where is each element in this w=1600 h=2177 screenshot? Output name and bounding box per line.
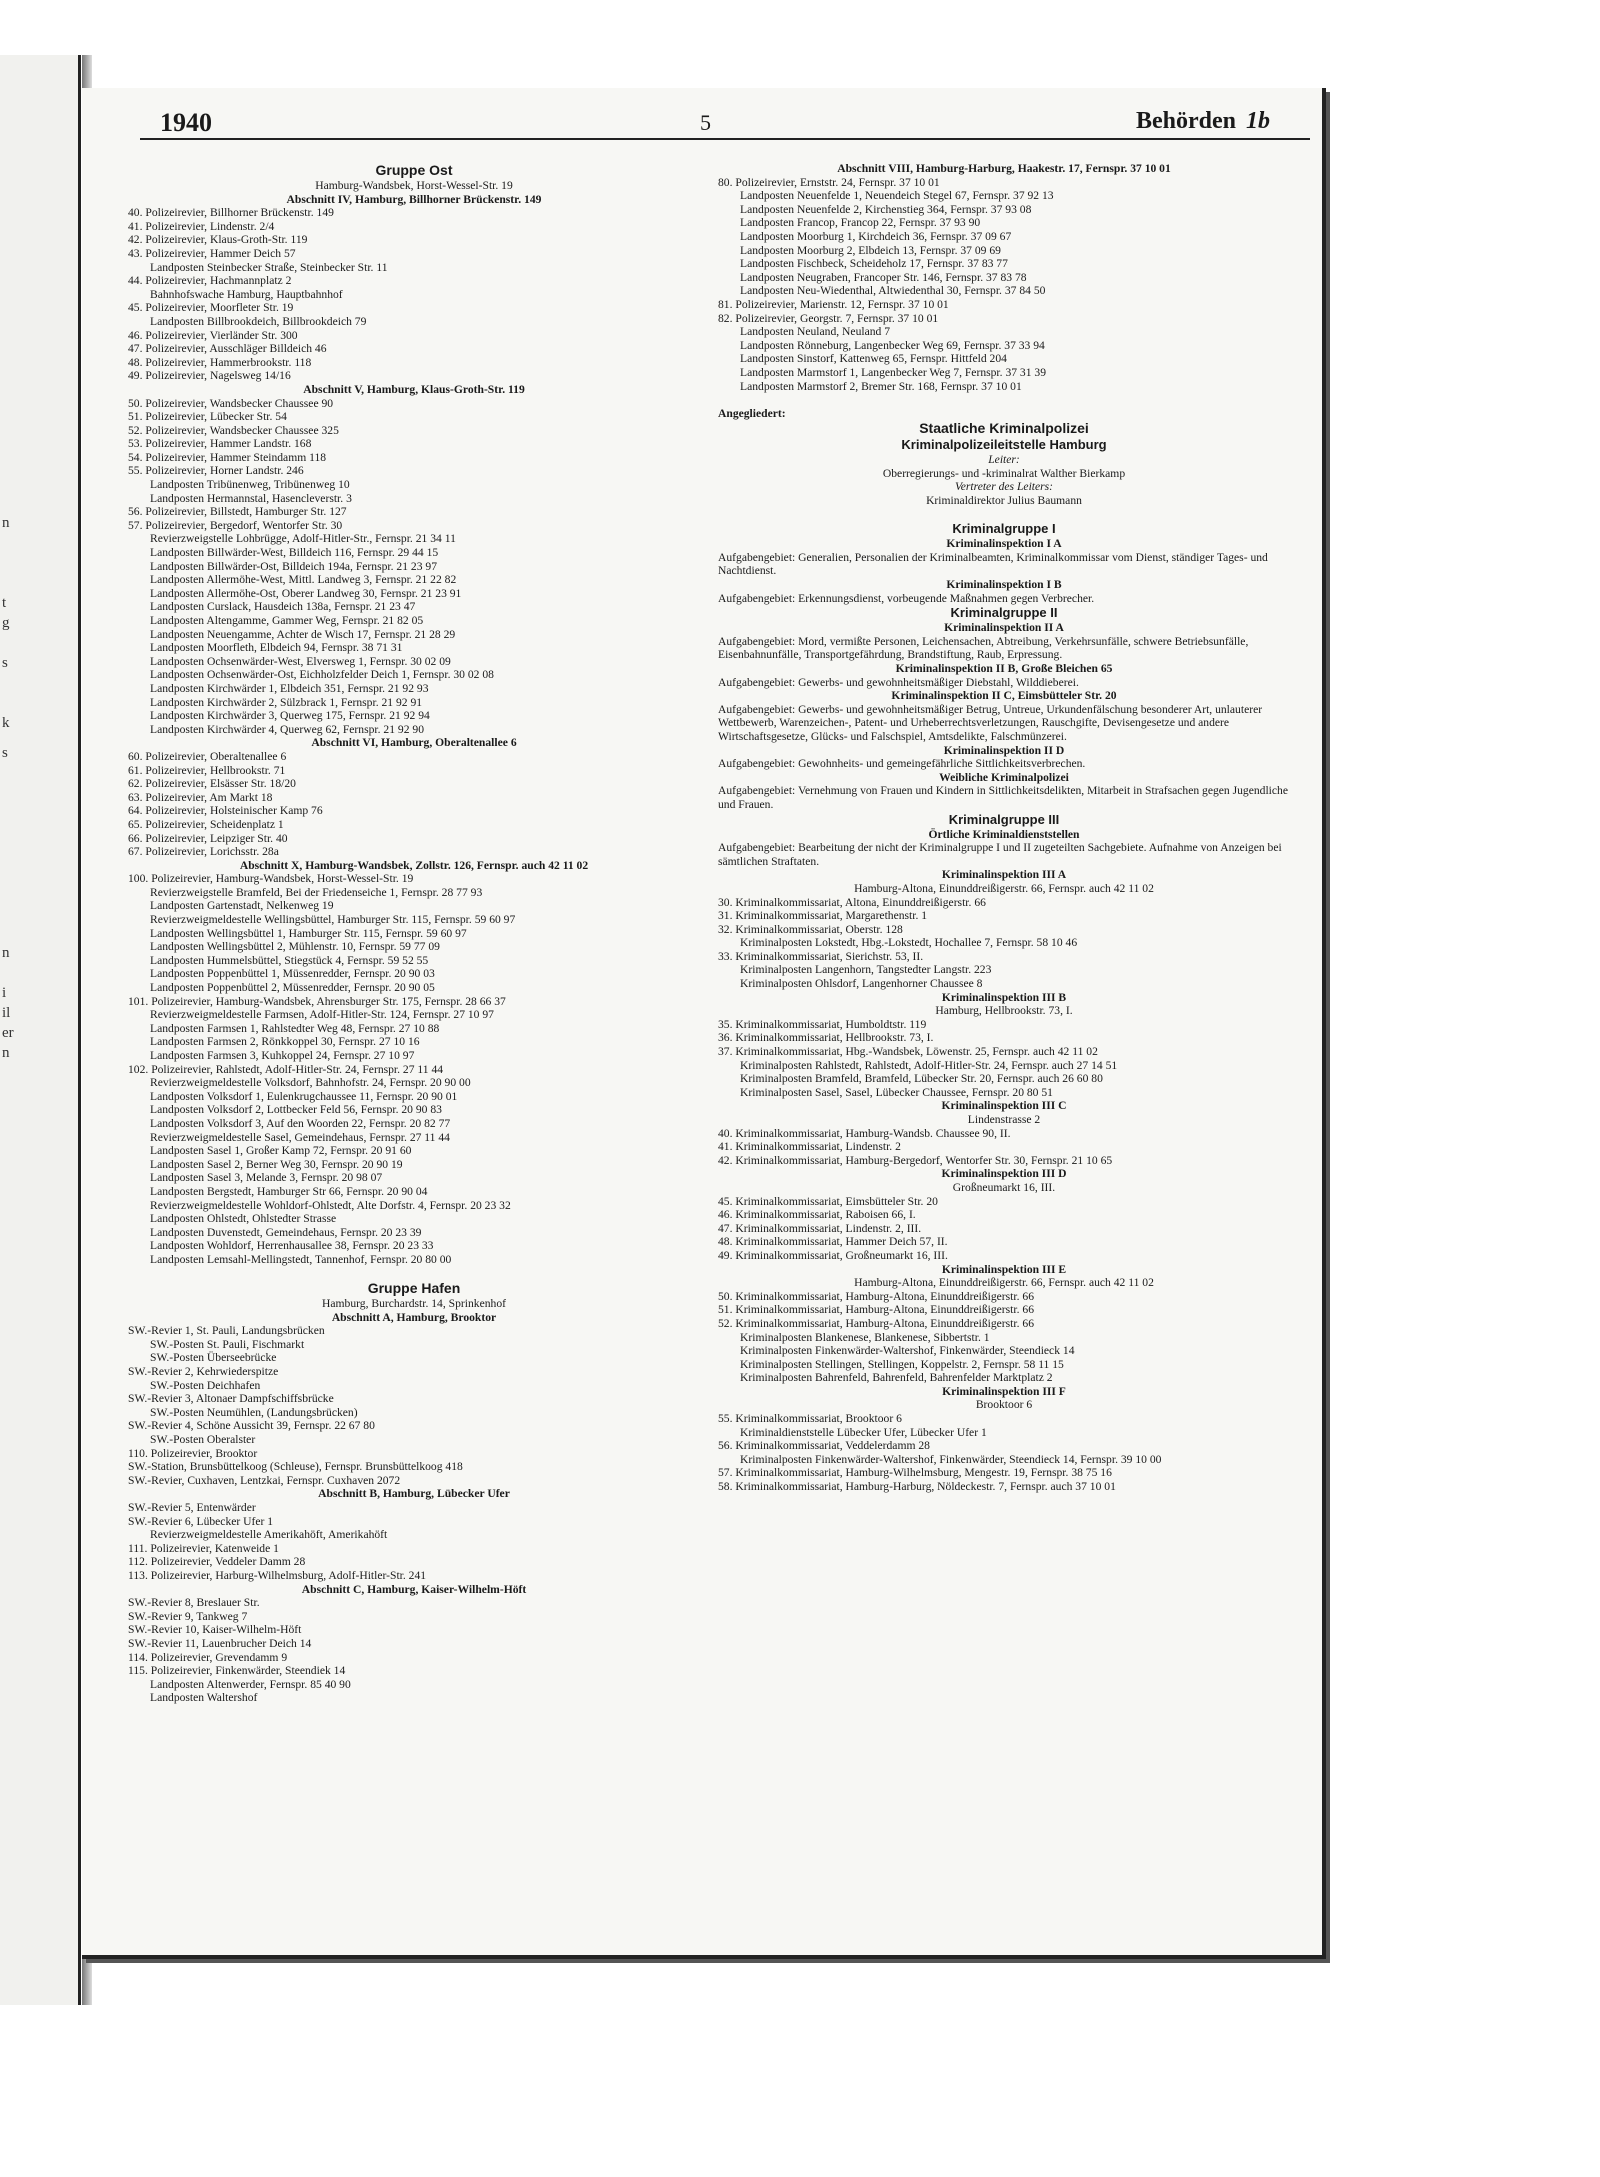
entry-line: 42. Kriminalkommissariat, Hamburg-Bergedorf, Wentorfer Str. 30, Fernspr. 21 10 65 (718, 1153, 1113, 1167)
entry-line: 80. Polizeirevier, Ernststr. 24, Fernspr. 37 10 01 (718, 175, 940, 189)
task-description: Aufgabengebiet: Bearbeitung der nicht der Kriminalgruppe I und II zugeteilten Sachgebiete. Aufnahme von Anzeigen bei sämtlichen Straftaten. (718, 841, 1282, 868)
entry-line: 43. Polizeirevier, Hammer Deich 57 (128, 246, 296, 260)
entry-line: 115. Polizeirevier, Finkenwärder, Steendiek 14 (128, 1664, 346, 1678)
entry-line: SW.-Station, Brunsbüttelkoog (Schleuse), Fernspr. Brunsbüttelkoog 418 (128, 1460, 463, 1474)
sub-entry-line: Landposten Neu-Wiedenthal, Altwiedenthal 30, Fernspr. 37 84 50 (740, 284, 1046, 298)
task-description: Aufgabengebiet: Erkennungsdienst, vorbeugende Maßnahmen gegen Verbrecher. (718, 591, 1095, 605)
entry-line: 114. Polizeirevier, Grevendamm 9 (128, 1650, 288, 1664)
entry-line: 56. Polizeirevier, Billstedt, Hamburger Str. 127 (128, 505, 347, 519)
sub-entry-line: Kriminalposten Stellingen, Stellingen, Koppelstr. 2, Fernspr. 58 11 15 (740, 1357, 1064, 1371)
section-heading: Abschnitt B, Hamburg, Lübecker Ufer (318, 1487, 510, 1501)
sub-entry-line: Kriminaldienststelle Lübecker Ufer, Lübecker Ufer 1 (740, 1425, 987, 1439)
section-heading: Abschnitt A, Hamburg, Brooktor (331, 1310, 497, 1324)
sub-entry-line: Landposten Wohldorf, Herrenhausallee 38, Fernspr. 20 23 33 (150, 1239, 434, 1253)
prev-page-fragment: n (2, 515, 10, 531)
address-line: Hamburg-Altona, Einunddreißigerstr. 66, Fernspr. auch 42 11 02 (854, 1276, 1154, 1290)
entry-line: 45. Polizeirevier, Moorfleter Str. 19 (128, 301, 294, 315)
sub-entry-line: Kriminalposten Ohlsdorf, Langenhorner Chaussee 8 (740, 977, 983, 991)
sub-entry-line: Landposten Bergstedt, Hamburger Str 66, Fernspr. 20 90 04 (150, 1184, 428, 1198)
sub-entry-line: Landposten Poppenbüttel 2, Müssenredder, Fernspr. 20 90 05 (150, 981, 435, 995)
sub-entry-line: Revierzweigmeldestelle Farmsen, Adolf-Hitler-Str. 124, Fernspr. 27 10 97 (150, 1008, 494, 1022)
left-column (128, 162, 700, 1705)
sub-entry-line: Revierzweigstelle Bramfeld, Bei der Friedenseiche 1, Fernspr. 28 77 93 (150, 885, 483, 899)
entry-line: SW.-Revier 8, Breslauer Str. (128, 1596, 260, 1610)
sub-entry-line: Landposten Wellingsbüttel 2, Mühlenstr. 10, Fernspr. 59 77 09 (150, 940, 440, 954)
address-line: Oberregierungs- und -kriminalrat Walther Bierkamp (882, 466, 1126, 480)
sub-entry-line: Bahnhofswache Hamburg, Hauptbahnhof (150, 287, 343, 301)
label-angegliedert: Angegliedert: (718, 406, 786, 420)
section-heading: Kriminalinspektion II D (943, 743, 1065, 757)
sub-entry-line: Landposten Farmsen 1, Rahlstedter Weg 48, Fernspr. 27 10 88 (150, 1021, 440, 1035)
task-description: Aufgabengebiet: Mord, vermißte Personen, Leichensachen, Abtreibung, Verkehrsunfälle, schwere Betriebsunfälle, Eisenbahnunfälle, Transportgefährdung, Brandstiftung, Raub, Erpressung. (718, 634, 1249, 662)
header-section-suffix: 1b (1246, 108, 1270, 134)
header-section-title: Behörden (1135, 108, 1236, 134)
sub-entry-line: Landposten Marmstorf 2, Bremer Str. 168, Fernspr. 37 10 01 (740, 379, 1022, 393)
entry-line: SW.-Revier 5, Entenwärder (128, 1501, 256, 1514)
sub-entry-line: Landposten Volksdorf 3, Auf den Woorden 22, Fernspr. 20 82 77 (150, 1116, 451, 1130)
sub-entry-line: Landposten Moorburg 1, Kirchdeich 36, Fernspr. 37 09 67 (740, 229, 1012, 243)
sub-entry-line: SW.-Posten Überseebrücke (150, 1351, 277, 1365)
sub-entry-line: Landposten Billwärder-West, Billdeich 116, Fernspr. 29 44 15 (150, 546, 439, 560)
entry-line: 48. Polizeirevier, Hammerbrookstr. 118 (128, 355, 312, 369)
sub-entry-line: SW.-Posten Neumühlen, (Landungsbrücken) (150, 1405, 358, 1419)
section-heading: Weibliche Kriminalpolizei (939, 770, 1069, 784)
entry-line: 65. Polizeirevier, Scheidenplatz 1 (128, 817, 284, 831)
entry-line: 56. Kriminalkommissariat, Veddelerdamm 28 (718, 1439, 930, 1453)
task-description: Aufgabengebiet: Vernehmung von Frauen und Kindern in Sittlichkeitsdelikten, Mitarbeit in Strafsachen gegen Jugendliche und Frauen. (718, 784, 1288, 811)
entry-line: 112. Polizeirevier, Veddeler Damm 28 (128, 1555, 306, 1569)
sub-entry-line: Landposten Neuengamme, Achter de Wisch 17, Fernspr. 21 28 29 (150, 627, 456, 641)
entry-line: 44. Polizeirevier, Hachmannplatz 2 (128, 274, 292, 288)
entry-line: SW.-Revier 9, Tankweg 7 (128, 1609, 248, 1623)
entry-line: 51. Polizeirevier, Lübecker Str. 54 (128, 410, 287, 424)
address-line (718, 508, 1290, 522)
entry-line: 46. Polizeirevier, Vierländer Str. 300 (128, 328, 298, 342)
entry-line: 64. Polizeirevier, Holsteinischer Kamp 76 (128, 804, 323, 818)
section-heading: Örtliche Kriminaldienststellen (928, 827, 1080, 841)
sub-entry-line: Landposten Sasel 3, Melande 3, Fernspr. 20 98 07 (150, 1171, 383, 1185)
address-line: Hamburg-Wandsbek, Horst-Wessel-Str. 19 (315, 179, 513, 192)
sub-entry-line: Revierzweigmeldestelle Amerikahöft, Amerikahöft (150, 1528, 388, 1542)
previous-page-edge (0, 55, 81, 2005)
section-heading: Abschnitt VIII, Hamburg-Harburg, Haakestr. 17, Fernspr. 37 10 01 (837, 162, 1171, 175)
entry-line: SW.-Revier 10, Kaiser-Wilhelm-Höft (128, 1623, 302, 1637)
entry-line: 36. Kriminalkommissariat, Hellbrookstr. 73, I. (718, 1031, 934, 1045)
entry-line: 101. Polizeirevier, Hamburg-Wandsbek, Ahrensburger Str. 175, Fernspr. 28 66 37 (128, 994, 506, 1008)
entry-line: 110. Polizeirevier, Brooktor (128, 1446, 258, 1460)
entry-line: 63. Polizeirevier, Am Markt 18 (128, 790, 273, 804)
entry-line: 58. Kriminalkommissariat, Hamburg-Harburg, Nöldeckestr. 7, Fernspr. auch 37 10 01 (718, 1480, 1116, 1494)
entry-line: 32. Kriminalkommissariat, Oberstr. 128 (718, 922, 903, 936)
entry-line: 52. Polizeirevier, Wandsbecker Chaussee 325 (128, 423, 339, 437)
sub-entry-line: Kriminalposten Finkenwärder-Waltershof, Finkenwärder, Steendieck 14 (740, 1344, 1075, 1358)
sub-entry-line: Landposten Billbrookdeich, Billbrookdeich 79 (150, 314, 367, 328)
entry-line: 46. Kriminalkommissariat, Raboisen 66, I. (718, 1208, 916, 1222)
sub-entry-line: Landposten Allermöhe-West, Mittl. Landweg 3, Fernspr. 21 22 82 (150, 573, 457, 587)
task-description: Aufgabengebiet: Gewerbs- und gewohnheitsmäßiger Diebstahl, Wilddieberei. (718, 675, 1079, 689)
sub-entry-line: Kriminalposten Rahlstedt, Rahlstedt, Adolf-Hitler-Str. 24, Fernspr. auch 27 14 51 (740, 1058, 1118, 1072)
address-line: Hamburg-Altona, Einunddreißigerstr. 66, Fernspr. auch 42 11 02 (854, 881, 1154, 895)
entry-line: 30. Kriminalkommissariat, Altona, Einunddreißigerstr. 66 (718, 895, 986, 909)
section-heading: Kriminalinspektion III C (941, 1099, 1067, 1113)
sub-entry-line: Kriminalposten Bahrenfeld, Bahrenfeld, Bahrenfelder Marktplatz 2 (740, 1371, 1053, 1385)
entry-line: 37. Kriminalkommissariat, Hbg.-Wandsbek, Löwenstr. 25, Fernspr. auch 42 11 02 (718, 1045, 1098, 1059)
entry-line: 57. Polizeirevier, Bergedorf, Wentorfer Str. 30 (128, 518, 343, 532)
entry-line: 81. Polizeirevier, Marienstr. 12, Fernspr. 37 10 01 (718, 297, 949, 311)
task-description: Aufgabengebiet: Gewerbs- und gewohnheitsmäßiger Betrug, Untreue, Urkundenfälschung besonderer Art, unlauterer Wettbewerb, Warenzeichen-, Patent- und Urheberrechtsverletzungen, Rauschgifte, Devisengesetze und andere Wirtschaftsgesetze, Glücks- und Falschspiel, Amtsdelikte, Falschmünzerei. (718, 702, 1263, 743)
sub-entry-line: Kriminalposten Lokstedt, Hbg.-Lokstedt, Hochallee 7, Fernspr. 58 10 46 (740, 936, 1078, 950)
sub-entry-line: Landposten Neugraben, Francoper Str. 146, Fernspr. 37 83 78 (740, 270, 1027, 284)
sub-entry-line: Landposten Neuenfelde 2, Kirchenstieg 364, Fernspr. 37 93 08 (740, 202, 1032, 216)
section-heading: Kriminalinspektion III E (941, 1262, 1067, 1276)
sub-entry-line: Landposten Farmsen 2, Rönkkoppel 30, Fernspr. 27 10 16 (150, 1035, 420, 1049)
sub-entry-line: Landposten Altengamme, Gammer Weg, Fernspr. 21 82 05 (150, 614, 424, 627)
sub-entry-line: Landposten Steinbecker Straße, Steinbecker Str. 11 (150, 260, 388, 274)
sub-entry-line: Landposten Altenwerder, Fernspr. 85 40 90 (150, 1677, 351, 1691)
address-line: Lindenstrasse 2 (967, 1113, 1041, 1126)
prev-page-fragment: n (2, 945, 10, 961)
entry-line: 55. Kriminalkommissariat, Brooktoor 6 (718, 1412, 902, 1426)
sub-entry-line: Landposten Ochsenwärder-West, Elversweg 1, Fernspr. 30 02 09 (150, 654, 451, 668)
entry-line: 111. Polizeirevier, Katenweide 1 (128, 1541, 279, 1555)
prev-page-fragment: g (2, 615, 10, 631)
entry-line: 67. Polizeirevier, Lorichsstr. 28a (128, 845, 279, 859)
entry-line: 113. Polizeirevier, Harburg-Wilhelmsburg, Adolf-Hitler-Str. 241 (128, 1568, 427, 1582)
group-heading: Gruppe Ost (375, 162, 453, 178)
section-heading: Abschnitt C, Hamburg, Kaiser-Wilhelm-Höft (301, 1582, 527, 1596)
section-heading: Kriminalinspektion III D (941, 1167, 1067, 1181)
address-line: Hamburg, Burchardstr. 14, Sprinkenhof (322, 1297, 506, 1311)
sub-entry-line: SW.-Posten St. Pauli, Fischmarkt (150, 1337, 305, 1351)
section-heading: Abschnitt VI, Hamburg, Oberaltenallee 6 (311, 736, 517, 750)
header-section (1136, 108, 1270, 135)
prev-page-fragment: s (2, 745, 8, 761)
sub-entry-line: Revierzweigmeldestelle Volksdorf, Bahnhofstr. 24, Fernspr. 20 90 00 (150, 1076, 471, 1090)
entry-line: 57. Kriminalkommissariat, Hamburg-Wilhelmsburg, Mengestr. 19, Fernspr. 38 75 16 (718, 1466, 1112, 1480)
entry-line: 82. Polizeirevier, Georgstr. 7, Fernspr. 37 10 01 (718, 311, 939, 325)
sub-entry-line: Landposten Sinstorf, Kattenweg 65, Fernspr. Hittfeld 204 (740, 352, 1007, 366)
entry-line: 35. Kriminalkommissariat, Humboldtstr. 119 (718, 1017, 927, 1031)
section-heading: Kriminalinspektion III F (942, 1384, 1066, 1398)
sub-entry-line: Landposten Hermannstal, Hasencleverstr. 3 (150, 491, 352, 505)
entry-line: 41. Polizeirevier, Lindenstr. 2/4 (128, 219, 275, 233)
sub-entry-line: Landposten Allermöhe-Ost, Oberer Landweg 30, Fernspr. 21 23 91 (150, 586, 462, 600)
task-description: Aufgabengebiet: Gewohnheits- und gemeingefährliche Sittlichkeitsverbrechen. (718, 757, 1086, 771)
sub-entry-line: Revierzweigstelle Lohbrügge, Adolf-Hitler-Str., Fernspr. 21 34 11 (150, 532, 456, 546)
entry-line: 48. Kriminalkommissariat, Hammer Deich 57, II. (718, 1235, 948, 1249)
section-heading: Abschnitt IV, Hamburg, Billhorner Brückenstr. 149 (286, 192, 542, 206)
prev-page-fragment: k (2, 715, 10, 731)
section-heading: Abschnitt X, Hamburg-Wandsbek, Zollstr. 126, Fernspr. auch 42 11 02 (239, 858, 589, 872)
sub-entry-line: Landposten Neuenfelde 1, Neuendeich Stegel 67, Fernspr. 37 92 13 (740, 189, 1054, 203)
subgroup-heading: Kriminalgruppe I (952, 521, 1056, 537)
sub-entry-line: Landposten Farmsen 3, Kuhkoppel 24, Fernspr. 27 10 97 (150, 1049, 415, 1062)
sub-entry-line: Landposten Volksdorf 2, Lottbecker Feld 56, Fernspr. 20 90 83 (150, 1103, 442, 1117)
sub-entry-line: Landposten Kirchwärder 1, Elbdeich 351, Fernspr. 21 92 93 (150, 681, 429, 695)
entry-line: 33. Kriminalkommissariat, Sierichstr. 53, II. (718, 949, 924, 963)
sub-entry-line: Revierzweigmeldestelle Wohldorf-Ohlstedt, Alte Dorfstr. 4, Fernspr. 20 23 32 (150, 1198, 511, 1212)
sub-entry-line: Landposten Moorburg 2, Elbdeich 13, Fernspr. 37 09 69 (740, 243, 1001, 257)
section-heading: Kriminalinspektion III B (941, 990, 1067, 1004)
entry-line: 100. Polizeirevier, Hamburg-Wandsbek, Horst-Wessel-Str. 19 (128, 872, 414, 886)
entry-line: 40. Polizeirevier, Billhorner Brückenstr. 149 (128, 206, 334, 220)
entry-line: 60. Polizeirevier, Oberaltenallee 6 (128, 749, 287, 763)
entry-line: 53. Polizeirevier, Hammer Landstr. 168 (128, 437, 312, 451)
sub-entry-line: Landposten Billwärder-Ost, Billdeich 194a, Fernspr. 21 23 97 (150, 559, 437, 573)
header-year: 1940 (160, 108, 212, 137)
entry-line: SW.-Revier 1, St. Pauli, Landungsbrücken (128, 1324, 325, 1338)
role-label: Vertreter des Leiters: (954, 480, 1054, 494)
entry-line: 54. Polizeirevier, Hammer Steindamm 118 (128, 450, 327, 464)
section-heading: Kriminalinspektion I B (946, 578, 1062, 592)
sub-entry-line: Landposten Kirchwärder 3, Querweg 175, Fernspr. 21 92 94 (150, 709, 430, 723)
entry-line: 49. Kriminalkommissariat, Großneumarkt 16, III. (718, 1248, 948, 1262)
section-heading: Abschnitt V, Hamburg, Klaus-Groth-Str. 119 (303, 382, 525, 396)
entry-line: 51. Kriminalkommissariat, Hamburg-Altona, Einunddreißigerstr. 66 (718, 1303, 1034, 1317)
sub-entry-line: Kriminalposten Sasel, Sasel, Lübecker Chaussee, Fernspr. 20 80 51 (740, 1085, 1053, 1099)
sub-entry-line: Landposten Sasel 2, Berner Weg 30, Fernspr. 20 90 19 (150, 1157, 403, 1171)
entry-line: 50. Polizeirevier, Wandsbecker Chaussee 90 (128, 396, 334, 410)
page-header (140, 108, 1310, 140)
entry-line: 45. Kriminalkommissariat, Eimsbütteler Str. 20 (718, 1194, 938, 1208)
address-line: Brooktoor 6 (975, 1398, 1033, 1412)
sub-entry-line: Revierzweigmeldestelle Sasel, Gemeindehaus, Fernspr. 27 11 44 (150, 1130, 450, 1144)
sub-entry-line: Landposten Duvenstedt, Gemeindehaus, Fernspr. 20 23 39 (150, 1225, 422, 1239)
entry-line: SW.-Revier 2, Kehrwiederspitze (128, 1365, 279, 1379)
sub-entry-line: Landposten Hummelsbüttel, Stiegstück 4, Fernspr. 59 52 55 (150, 953, 429, 967)
entry-line: SW.-Revier 11, Lauenbrucher Deich 14 (128, 1636, 312, 1650)
sub-entry-line: Landposten Francop, Francop 22, Fernspr. 37 93 90 (740, 216, 981, 230)
sub-entry-line: Landposten Fischbeck, Scheideholz 17, Fernspr. 37 83 77 (740, 257, 1008, 271)
sub-entry-line: Landposten Sasel 1, Großer Kamp 72, Fernspr. 20 91 60 (150, 1144, 412, 1158)
entry-line: 41. Kriminalkommissariat, Lindenstr. 2 (718, 1140, 901, 1154)
address-line (128, 1267, 700, 1281)
sub-entry-line: Landposten Wellingsbüttel 1, Hamburger Str. 115, Fernspr. 59 60 97 (150, 926, 467, 940)
group-heading: Staatliche Kriminalpolizei (919, 420, 1089, 437)
prev-page-fragment: s (2, 655, 8, 671)
sub-entry-line: Landposten Poppenbüttel 1, Müssenredder, Fernspr. 20 90 03 (150, 967, 435, 981)
prev-page-fragment: il (2, 1005, 11, 1021)
entry-line: 55. Polizeirevier, Horner Landstr. 246 (128, 464, 304, 478)
right-column (718, 162, 1290, 1494)
prev-page-fragment: i (2, 985, 7, 1001)
prev-page-fragment: er (2, 1025, 14, 1041)
sub-entry-line: Kriminalposten Finkenwärder-Waltershof, Finkenwärder, Steendieck 14, Fernspr. 39 10 00 (740, 1452, 1162, 1466)
entry-line: 50. Kriminalkommissariat, Hamburg-Altona, Einunddreißigerstr. 66 (718, 1289, 1034, 1303)
sub-entry-line: Landposten Gartenstadt, Nelkenweg 19 (150, 899, 334, 913)
group-heading: Gruppe Hafen (367, 1280, 461, 1297)
entry-line: SW.-Revier 3, Altonaer Dampfschiffsbrücke (128, 1392, 334, 1406)
sub-entry-line: Landposten Volksdorf 1, Eulenkrugchaussee 11, Fernspr. 20 90 01 (150, 1089, 458, 1103)
sub-entry-line: Landposten Rönneburg, Langenbecker Weg 69, Fernspr. 37 33 94 (740, 338, 1045, 352)
entry-line: 102. Polizeirevier, Rahlstedt, Adolf-Hitler-Str. 24, Fernspr. 27 11 44 (128, 1062, 444, 1076)
sub-entry-line: Landposten Lemsahl-Mellingstedt, Tannenhof, Fernspr. 20 80 00 (150, 1252, 452, 1266)
prev-page-fragment: n (2, 1045, 10, 1061)
sub-entry-line: Landposten Kirchwärder 4, Querweg 62, Fernspr. 21 92 90 (150, 722, 424, 736)
section-heading: Kriminalinspektion II A (944, 621, 1064, 635)
task-description: Aufgabengebiet: Generalien, Personalien der Kriminalbeamten, Kriminalkommissar vom Dienst, ständiger Tages- und Nachtdienst. (718, 550, 1268, 578)
entry-line: 62. Polizeirevier, Elsässer Str. 18/20 (128, 777, 296, 791)
address-line: Großneumarkt 16, III. (952, 1180, 1056, 1194)
entry-line: 66. Polizeirevier, Leipziger Str. 40 (128, 831, 288, 845)
section-heading: Kriminalinspektion III A (941, 868, 1067, 882)
sub-entry-line: Landposten Curslack, Hausdeich 138a, Fernspr. 21 23 47 (150, 600, 416, 614)
sub-entry-line: SW.-Posten Deichhafen (150, 1378, 261, 1392)
section-heading: Kriminalinspektion II B, Große Bleichen 65 (895, 662, 1113, 675)
subgroup-heading: Kriminalgruppe III (948, 811, 1060, 827)
entry-line: 47. Kriminalkommissariat, Lindenstr. 2, III. (718, 1221, 922, 1235)
entry-line: 31. Kriminalkommissariat, Margarethenstr. 1 (718, 909, 928, 923)
sub-entry-line: Kriminalposten Bramfeld, Bramfeld, Lübecker Str. 20, Fernspr. auch 26 60 80 (740, 1072, 1103, 1086)
sub-entry-line: Landposten Tribünenweg, Tribünenweg 10 (150, 478, 350, 492)
subgroup-heading: Kriminalgruppe II (950, 605, 1058, 621)
sub-entry-line: Revierzweigmeldestelle Wellingsbüttel, Hamburger Str. 115, Fernspr. 59 60 97 (150, 913, 516, 927)
entry-line: SW.-Revier, Cuxhaven, Lentzkai, Fernspr. Cuxhaven 2072 (128, 1473, 401, 1487)
entry-line: SW.-Revier 6, Lübecker Ufer 1 (128, 1514, 274, 1528)
section-heading: Kriminalinspektion I A (946, 537, 1062, 551)
entry-line: 61. Polizeirevier, Hellbrookstr. 71 (128, 763, 286, 777)
address-line (718, 393, 1290, 407)
sub-entry-line: Landposten Marmstorf 1, Langenbecker Weg 7, Fernspr. 37 31 39 (740, 365, 1047, 379)
entry-line: 40. Kriminalkommissariat, Hamburg-Wandsb. Chaussee 90, II. (718, 1126, 1011, 1140)
entry-line: 52. Kriminalkommissariat, Hamburg-Altona, Einunddreißigerstr. 66 (718, 1316, 1034, 1330)
sub-entry-line: SW.-Posten Oberalster (150, 1433, 256, 1447)
sub-entry-line: Landposten Waltershof (150, 1691, 258, 1705)
sub-entry-line: Landposten Ochsenwärder-Ost, Eichholzfelder Deich 1, Fernspr. 30 02 08 (150, 668, 494, 682)
prev-page-fragment: t (2, 595, 7, 611)
header-page-number: 5 (700, 110, 711, 135)
address-line: Kriminaldirektor Julius Baumann (926, 494, 1082, 508)
entry-line: 42. Polizeirevier, Klaus-Groth-Str. 119 (128, 233, 308, 247)
address-line: Hamburg, Hellbrookstr. 73, I. (935, 1004, 1073, 1018)
sub-entry-line: Kriminalposten Langenhorn, Tangstedter Langstr. 223 (740, 963, 992, 977)
subgroup-heading: Kriminalpolizeileitstelle Hamburg (901, 437, 1107, 453)
sub-entry-line: Kriminalposten Blankenese, Blankenese, Sibbertstr. 1 (740, 1330, 990, 1344)
entry-line: 49. Polizeirevier, Nagelsweg 14/16 (128, 369, 291, 383)
section-heading: Kriminalinspektion II C, Eimsbütteler Str. 20 (891, 689, 1117, 703)
role-label: Leiter: (988, 453, 1020, 467)
sub-entry-line: Landposten Ohlstedt, Ohlstedter Strasse (150, 1212, 337, 1226)
entry-line: 47. Polizeirevier, Ausschläger Billdeich 46 (128, 342, 327, 356)
sub-entry-line: Landposten Moorfleth, Elbdeich 94, Fernspr. 38 71 31 (150, 641, 403, 655)
entry-line: SW.-Revier 4, Schöne Aussicht 39, Fernspr. 22 67 80 (128, 1419, 375, 1433)
sub-entry-line: Landposten Neuland, Neuland 7 (740, 325, 891, 339)
sub-entry-line: Landposten Kirchwärder 2, Sülzbrack 1, Fernspr. 21 92 91 (150, 695, 423, 709)
